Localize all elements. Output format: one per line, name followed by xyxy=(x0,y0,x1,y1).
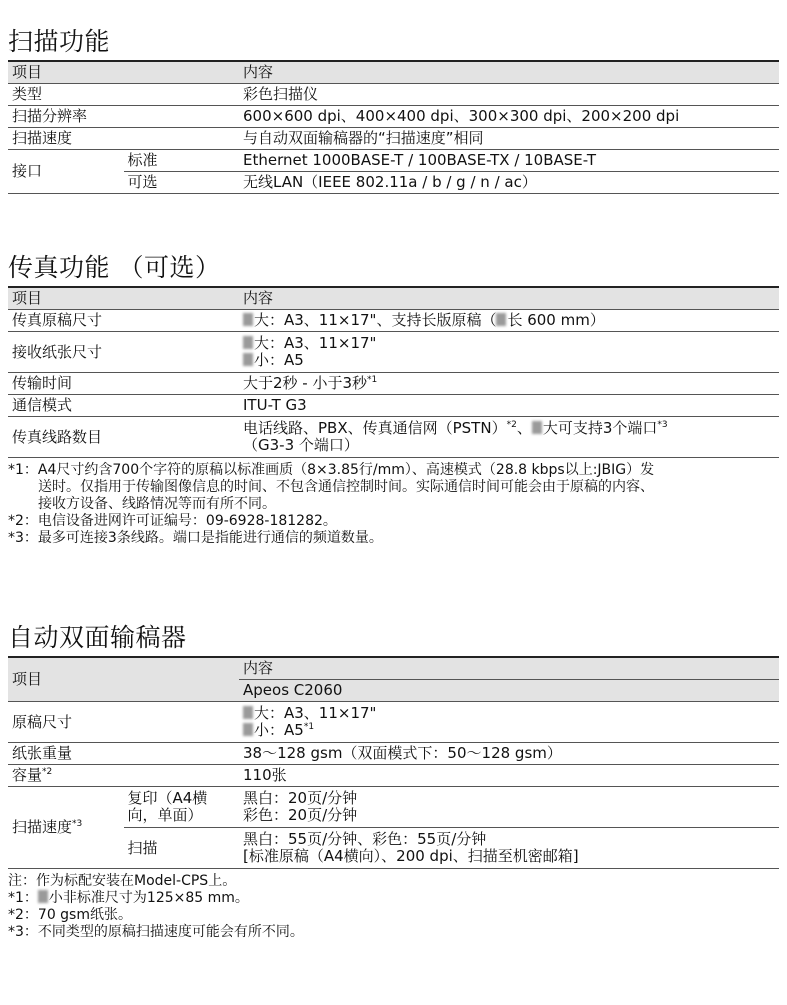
row-sublabel xyxy=(124,787,240,828)
fax-title: 传真功能 （可选） xyxy=(8,252,779,288)
note-line: *2：电信设备进网许可证编号：09-6928-181282。 xyxy=(8,513,337,529)
row-sublabel: 扫描 xyxy=(124,828,240,869)
footnote-ref: *1 xyxy=(367,375,378,385)
row-value xyxy=(239,310,779,332)
note-line: *2：70 gsm纸张。 xyxy=(8,907,132,923)
value-text: 彩色：20页/分钟 xyxy=(243,806,358,824)
row-label: 传输时间 xyxy=(8,373,239,395)
table-row xyxy=(8,828,779,869)
row-label: 类型 xyxy=(8,84,239,106)
note-line: 送时。仅指用于传输图像信息的时间、不包含通信控制时间。实际通信时间可能会由于原稿的内容、 xyxy=(38,479,654,495)
scan-section xyxy=(8,26,779,194)
table-row xyxy=(8,128,779,150)
note-line: *1：A4尺寸约含700个字符的原稿以标准画质（8×3.85行/mm）、高速模式（28.8 kbps以上:JBIG）发 xyxy=(8,462,655,478)
note-line xyxy=(8,890,779,907)
table-row xyxy=(8,787,779,828)
value-text: 黑白：55页/分钟、彩色：55页/分钟 xyxy=(243,830,487,848)
table-row xyxy=(8,310,779,332)
note-line: 注：作为标配安装在Model-CPS上。 xyxy=(8,873,237,889)
footnote-ref: *2 xyxy=(42,767,53,777)
redaction-mark xyxy=(243,313,253,326)
note-text: 小非标准尺寸为125×85 mm。 xyxy=(48,890,249,906)
adf-section xyxy=(8,622,779,941)
row-label: 扫描速度 xyxy=(8,128,239,150)
row-value xyxy=(239,417,779,458)
value-text: 电话线路、PBX、传真通信网（PSTN） xyxy=(243,419,507,437)
row-value: 600×600 dpi、400×400 dpi、300×300 dpi、200×200 dpi xyxy=(239,106,779,128)
row-label: 纸张重量 xyxy=(8,743,239,765)
value-text: 大：A3、11×17" xyxy=(254,704,377,722)
fax-notes xyxy=(8,462,779,547)
table-header xyxy=(8,62,779,84)
redaction-mark xyxy=(496,313,506,326)
redaction-mark xyxy=(243,353,253,366)
note-prefix: *1： xyxy=(8,890,38,906)
value-text: 大于2秒 - 小于3秒 xyxy=(243,374,368,392)
label-text: 复印（A4横 xyxy=(127,789,208,807)
table-header xyxy=(8,288,779,310)
row-label: 接收纸张尺寸 xyxy=(8,332,239,373)
table-row xyxy=(8,106,779,128)
row-value xyxy=(239,828,779,869)
table-row xyxy=(8,84,779,106)
table-row xyxy=(8,417,779,458)
table-row xyxy=(8,765,779,787)
row-sublabel: 可选 xyxy=(124,172,240,194)
row-value xyxy=(239,373,779,395)
table-row xyxy=(8,150,779,172)
value-text: 长 600 mm） xyxy=(507,311,605,329)
row-value: 无线LAN（IEEE 802.11a / b / g / n / ac） xyxy=(239,172,779,194)
header-content: 内容 xyxy=(239,658,779,680)
row-value: 38～128 gsm（双面模式下：50～128 gsm） xyxy=(239,743,779,765)
redaction-mark xyxy=(38,890,48,903)
adf-table xyxy=(8,658,779,869)
header-content: 内容 xyxy=(239,288,779,310)
footnote-ref: *2 xyxy=(506,420,517,430)
row-label: 传真线路数目 xyxy=(8,417,239,458)
header-model: Apeos C2060 xyxy=(239,680,779,702)
row-value: Ethernet 1000BASE-T / 100BASE-TX / 10BASE-T xyxy=(239,150,779,172)
redaction-mark xyxy=(532,421,542,434)
scan-title: 扫描功能 xyxy=(8,26,779,62)
table-row xyxy=(8,395,779,417)
label-text: 扫描速度 xyxy=(12,818,73,836)
header-item: 项目 xyxy=(8,658,239,702)
label-text: 容量 xyxy=(12,766,43,784)
adf-title: 自动双面输稿器 xyxy=(8,622,779,658)
note-line: *3：不同类型的原稿扫描速度可能会有所不同。 xyxy=(8,924,304,940)
row-value xyxy=(239,787,779,828)
table-header xyxy=(8,658,779,680)
row-label: 接口 xyxy=(8,150,124,194)
row-label xyxy=(8,765,239,787)
footnote-ref: *1 xyxy=(303,722,315,732)
row-label: 扫描分辨率 xyxy=(8,106,239,128)
row-sublabel: 标准 xyxy=(124,150,240,172)
table-row xyxy=(8,373,779,395)
value-text: 、 xyxy=(516,419,532,437)
row-label xyxy=(8,787,124,869)
redaction-mark xyxy=(243,336,253,349)
table-row xyxy=(8,702,779,743)
value-text: 大：A3、11×17"、支持长版原稿（ xyxy=(254,311,497,329)
table-row xyxy=(8,332,779,373)
table-row xyxy=(8,172,779,194)
footnote-ref: *3 xyxy=(72,819,83,829)
scan-table xyxy=(8,62,779,194)
fax-table xyxy=(8,288,779,458)
row-value: ITU-T G3 xyxy=(239,395,779,417)
fax-section xyxy=(8,252,779,547)
row-value: 与自动双面输稿器的“扫描速度”相同 xyxy=(239,128,779,150)
header-item: 项目 xyxy=(8,62,239,84)
value-text: 大可支持3个端口 xyxy=(542,419,658,437)
value-text: 黑白：20页/分钟 xyxy=(243,789,358,807)
footnote-ref: *3 xyxy=(657,420,668,430)
value-text: （G3-3 个端口） xyxy=(243,436,359,454)
value-text: 小：A5 xyxy=(254,721,304,739)
value-text: 大：A3、11×17" xyxy=(254,334,377,352)
value-text: 小：A5 xyxy=(254,351,304,369)
header-item: 项目 xyxy=(8,288,239,310)
note-line: *3：最多可连接3条线路。端口是指能进行通信的频道数量。 xyxy=(8,530,383,546)
value-text: [标准原稿（A4横向）、200 dpi、扫描至机密邮箱] xyxy=(243,847,579,865)
row-value: 110张 xyxy=(239,765,779,787)
row-value xyxy=(239,332,779,373)
row-label: 原稿尺寸 xyxy=(8,702,239,743)
redaction-mark xyxy=(243,706,253,719)
row-label: 传真原稿尺寸 xyxy=(8,310,239,332)
redaction-mark xyxy=(243,723,253,736)
row-value xyxy=(239,702,779,743)
row-value: 彩色扫描仪 xyxy=(239,84,779,106)
label-text: 向，单面） xyxy=(127,806,203,824)
header-content: 内容 xyxy=(239,62,779,84)
note-line: 接收方设备、线路情况等而有所不同。 xyxy=(38,496,276,512)
table-row xyxy=(8,743,779,765)
adf-notes xyxy=(8,873,779,941)
row-label: 通信模式 xyxy=(8,395,239,417)
